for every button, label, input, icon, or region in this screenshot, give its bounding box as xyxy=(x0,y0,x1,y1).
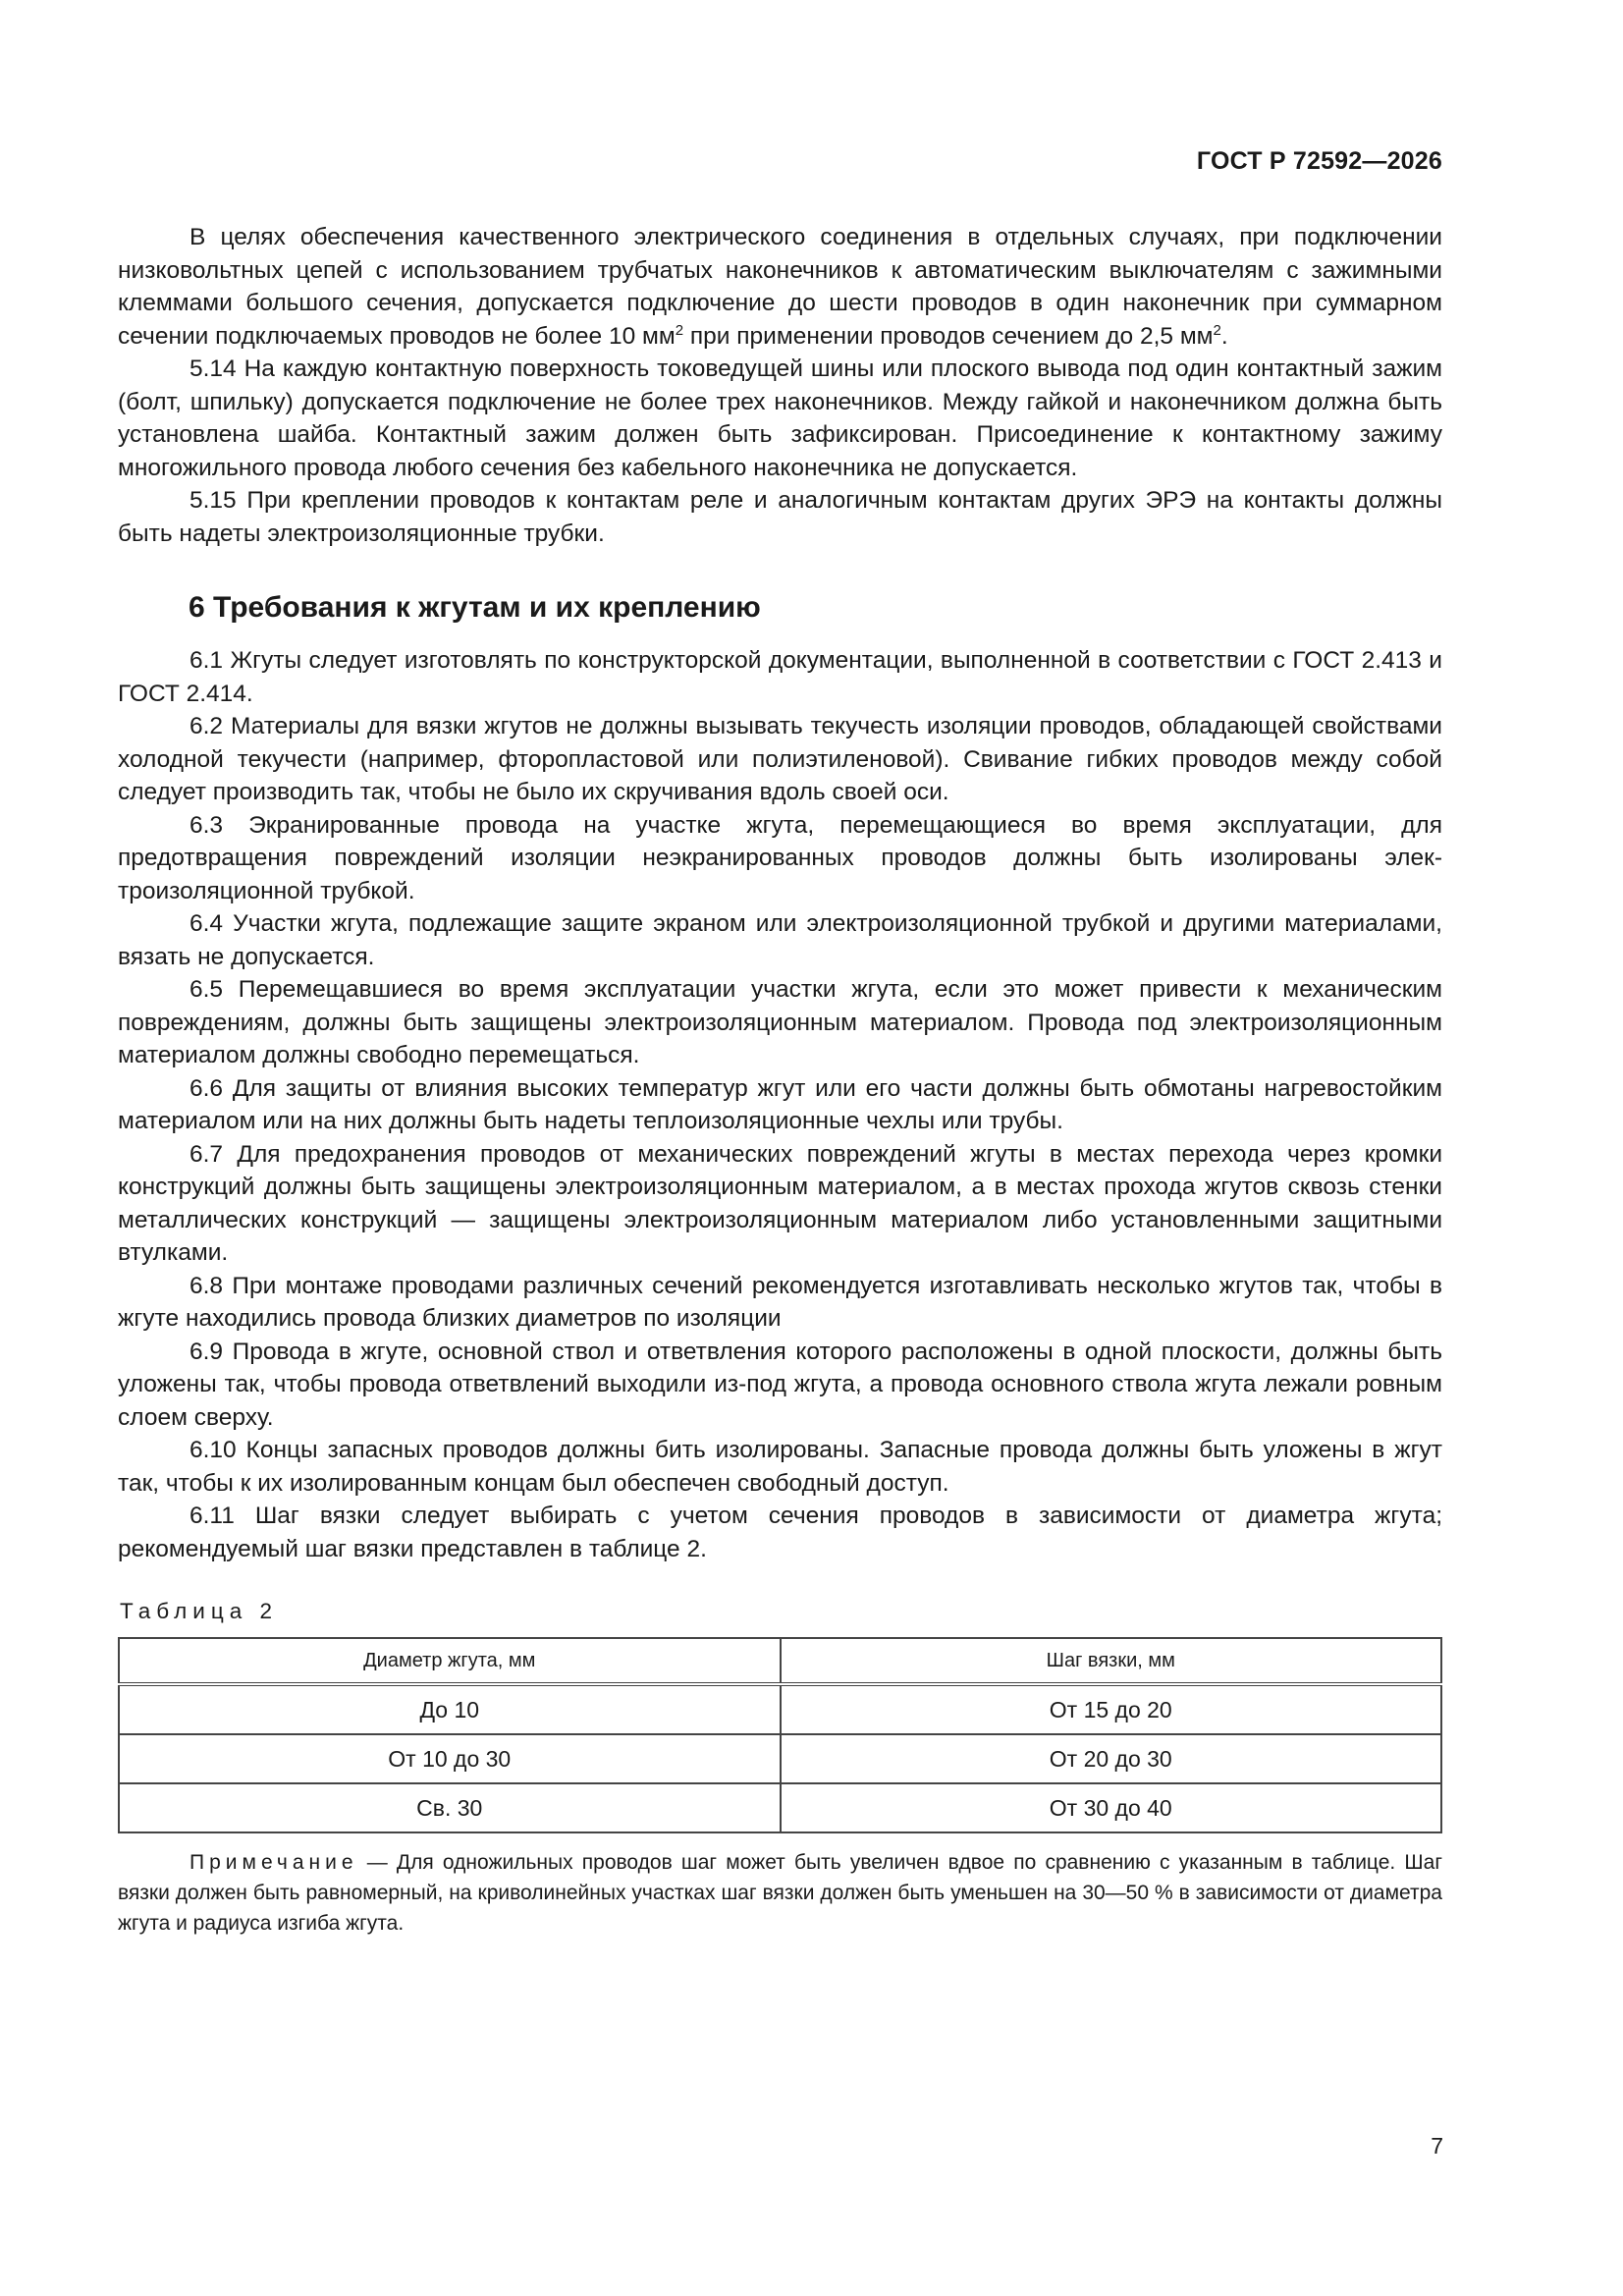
table-2 xyxy=(118,1637,1442,1833)
table-2-caption: Таблица 2 xyxy=(120,1599,278,1623)
paragraph-6-9: 6.9 Провода в жгуте, основной ствол и ответвления которого расположены в одной плоскости, должны быть уложены так, чтобы провода ответвлений выходили из-под жгута, а провода основного ствола жгута лежали ровным слоем сверху. xyxy=(118,1338,1442,1431)
page-number: 7 xyxy=(1431,2133,1443,2159)
table-cell: От 10 до 30 xyxy=(119,1734,781,1783)
paragraph-intro-part-b: при применении проводов сечением до 2,5 мм xyxy=(683,322,1214,350)
table-cell: От 15 до 20 xyxy=(781,1684,1442,1734)
table-header-row xyxy=(119,1638,1441,1684)
table-row xyxy=(119,1684,1441,1734)
note-label: Примечание xyxy=(189,1851,358,1874)
table-row xyxy=(119,1734,1441,1783)
paragraph-intro-part-c: . xyxy=(1220,322,1228,350)
paragraph-6-2: 6.2 Материалы для вязки жгутов не должны вызывать текучесть изоляции проводов, обладающей свойствами холодной текучести (например, фторопластовой или полиэтиленовой). Свивание гибких проводов между собой следует производить так, чтобы не было их скручивания вдоль своей оси. xyxy=(118,713,1442,805)
table-cell: До 10 xyxy=(119,1684,781,1734)
paragraph-5-14: 5.14 На каждую контактную поверхность токоведущей шины или плоского вывода под один контактный зажим (болт, шпильку) допускается подключение не более трех наконечников. Между гайкой и наконечником должна быть установлена шайба. Контактный зажим должен быть зафиксирован. Присоединение к контактному зажиму многожильного провода любого сечения без кабельного наконечника не допускается. xyxy=(118,355,1442,481)
document-code: ГОСТ Р 72592—2026 xyxy=(1196,147,1442,175)
paragraph-6-11: 6.11 Шаг вязки следует выбирать с учетом сечения проводов в зависимости от диаметра жгута; рекомендуемый шаг вязки представлен в таблице 2. xyxy=(118,1503,1442,1562)
note-text: — Для одножильных проводов шаг может быть увеличен вдвое по сравнению с указанным в таблице. Шаг вязки должен быть равномерный, на криволинейных участках шаг вязки должен быть уменьшен на 30—50 % в зависимости от диаметра жгута и радиуса изгиба жгута. xyxy=(118,1851,1442,1935)
paragraph-intro xyxy=(118,221,1442,353)
table-row xyxy=(119,1783,1441,1832)
paragraph-6-1: 6.1 Жгуты следует изготовлять по конструкторской документации, выполненной в соответствии с ГОСТ 2.413 и ГОСТ 2.414. xyxy=(118,647,1442,707)
superscript: 2 xyxy=(1213,321,1221,339)
paragraph-6-7: 6.7 Для предохранения проводов от механических повреждений жгуты в местах перехода через кромки конструкций должны быть защищены электроизоляционным материалом, а в местах прохода жгутов сквозь стенки металлических конструкций — защищены электроизоляционным материалом либо установленными защитными втулками. xyxy=(118,1140,1442,1266)
superscript: 2 xyxy=(675,321,684,339)
table-header-cell: Шаг вязки, мм xyxy=(781,1638,1442,1684)
table-note xyxy=(118,1847,1442,1939)
paragraph-5-15: 5.15 При креплении проводов к контактам реле и аналогичным контактам других ЭРЭ на контакты должны быть надеты электроизоляционные трубки. xyxy=(118,487,1442,547)
paragraph-6-6: 6.6 Для защиты от влияния высоких температур жгут или его части должны быть обмотаны нагревостойким материалом или на них должны быть надеты теплоизоляционные чехлы или трубы. xyxy=(118,1074,1442,1134)
paragraph-6-10: 6.10 Концы запасных проводов должны бить изолированы. Запасные провода должны быть уложены в жгут так, чтобы к их изолированным концам был обеспечен свободный доступ. xyxy=(118,1437,1442,1497)
table-cell: От 20 до 30 xyxy=(781,1734,1442,1783)
paragraph-6-4: 6.4 Участки жгута, подлежащие защите экраном или электроизоляционной трубкой и другими материалами, вязать не допускается. xyxy=(118,910,1442,970)
paragraph-intro-part-a: В целях обеспечения качественного электрического соединения в отдельных случаях, при подключении низковольтных цепей с использованием трубчатых наконечников к автоматическим выключателям с зажимными клеммами большого сечения, допускается подключение до шести проводов в один наконечник при суммарном сечении подключаемых проводов не более 10 мм xyxy=(118,224,1442,350)
section-6-title: 6 Требования к жгутам и их креплению xyxy=(189,591,761,624)
table-cell: От 30 до 40 xyxy=(781,1783,1442,1832)
document-body xyxy=(118,221,1442,1959)
paragraph-6-8: 6.8 При монтаже проводами различных сечений рекомендуется изготавливать несколько жгутов так, чтобы в жгуте находились провода близких диаметров по изоляции xyxy=(118,1272,1442,1332)
table-header-cell: Диаметр жгута, мм xyxy=(119,1638,781,1684)
table-cell: Св. 30 xyxy=(119,1783,781,1832)
paragraph-6-5: 6.5 Перемещавшиеся во время эксплуатации участки жгута, если это может привести к механическим повреждениям, должны быть защищены электроизоляционным материалом. Провода под электроизоляционным материалом должны свободно перемещаться. xyxy=(118,976,1442,1068)
paragraph-6-3: 6.3 Экранированные провода на участке жгута, перемещающиеся во время эксплуатации, для предотвращения повреждений изоляции неэкранированных проводов должны быть изолированы электроизоляционной трубкой. xyxy=(118,811,1442,904)
